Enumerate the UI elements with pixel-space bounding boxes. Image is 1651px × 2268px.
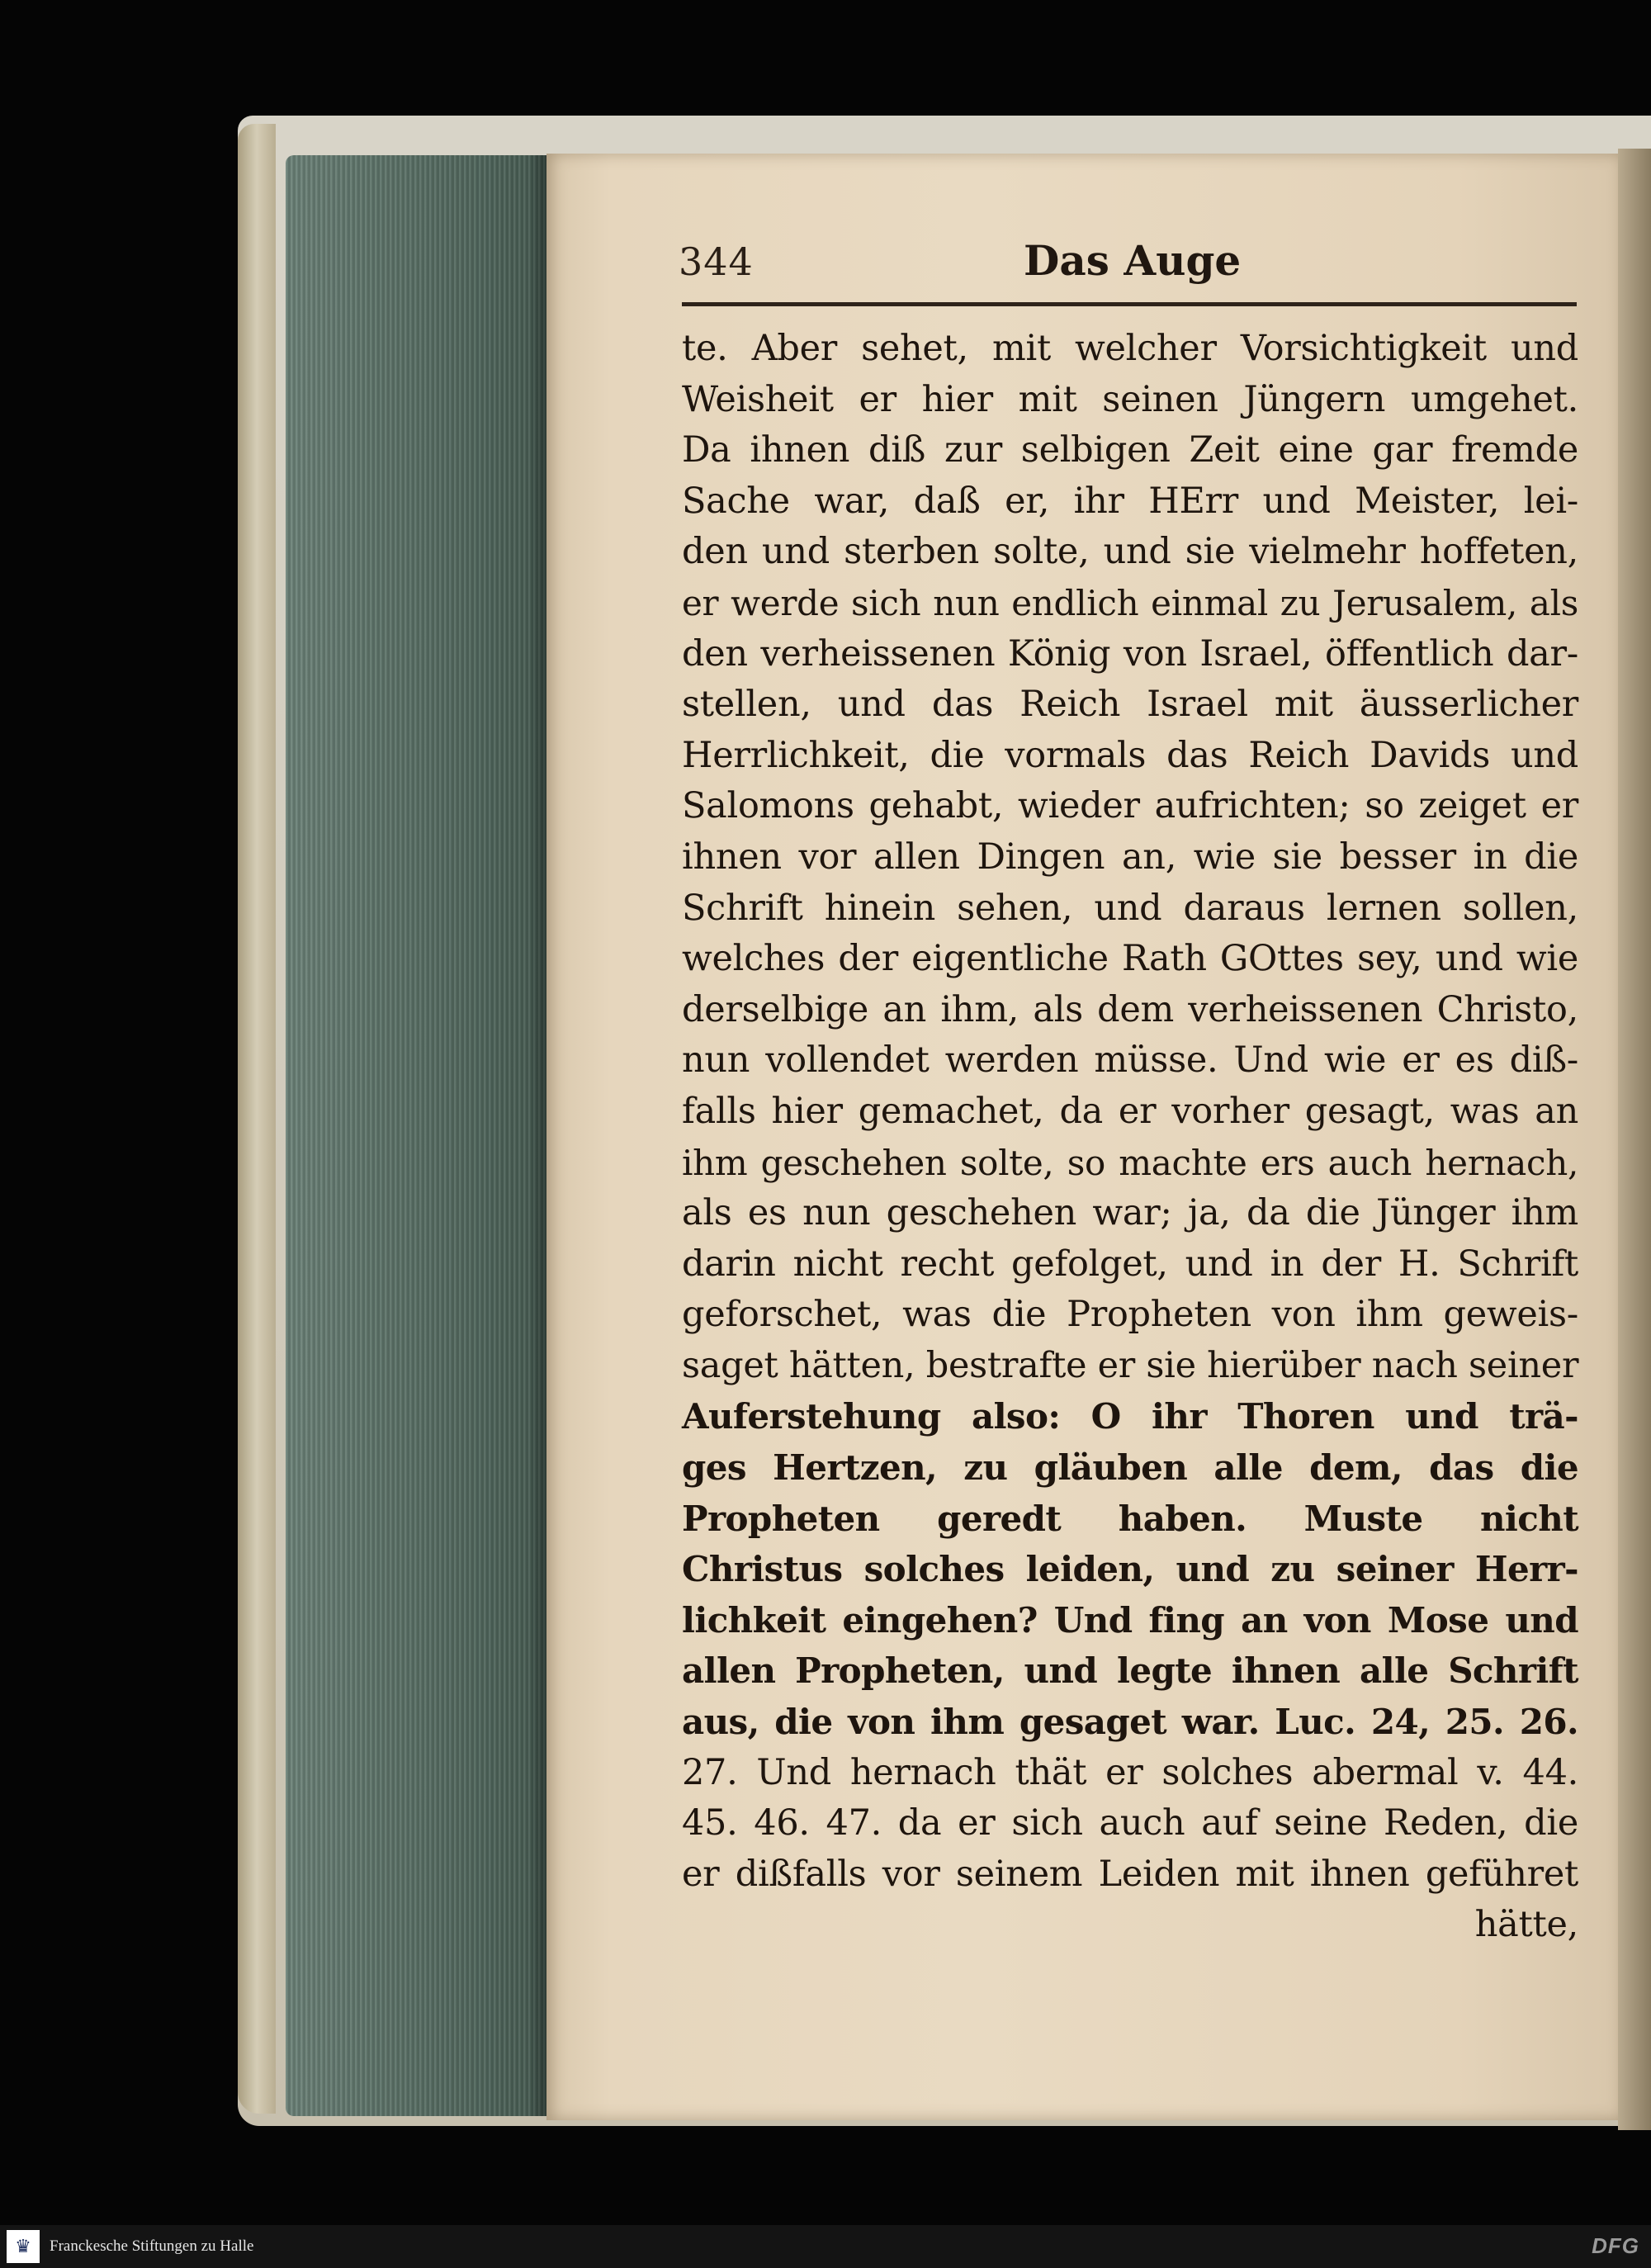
dfg-logo: DFG — [1592, 2233, 1639, 2258]
text-line: falls hier gemachet, da er vorher gesagt, was an — [682, 1090, 1578, 1132]
facing-page-edge — [1618, 149, 1651, 2130]
quotation-line: allen Propheten, und legte ihnen alle Schrift — [682, 1650, 1578, 1692]
text-line: Sache war, daß er, ihr HErr und Meister, lei- — [682, 480, 1578, 522]
page-number: 344 — [679, 239, 754, 284]
text-line: nun vollendet werden müsse. Und wie er es diß- — [682, 1039, 1578, 1082]
text-line: te. Aber sehet, mit welcher Vorsichtigkeit und — [682, 328, 1578, 369]
text-line: stellen, und das Reich Israel mit äusserlicher — [682, 684, 1578, 726]
text-line: den verheissenen König von Israel, öffentlich dar- — [682, 632, 1578, 675]
running-head: Das Auge — [1024, 236, 1242, 285]
text-line: 45. 46. 47. da er sich auch auf seine Reden, die — [682, 1802, 1578, 1844]
quotation-line: Propheten geredt haben. Muste nicht — [682, 1498, 1578, 1539]
institution-logo-icon: ♛ — [7, 2230, 40, 2263]
text-line: ihnen vor allen Dingen an, wie sie besser in die — [682, 836, 1578, 878]
header-rule — [682, 302, 1577, 306]
quotation-line: Christus solches leiden, und zu seiner Herr- — [682, 1549, 1578, 1590]
text-line: derselbige an ihm, als dem verheissenen Christo, — [682, 988, 1578, 1030]
text-line: geforschet, was die Propheten von ihm geweis- — [682, 1294, 1578, 1336]
text-line: er dißfalls vor seinem Leiden mit ihnen geführet — [682, 1853, 1578, 1895]
book-spine — [238, 124, 276, 2114]
institution-name: Franckesche Stiftungen zu Halle — [50, 2237, 254, 2255]
text-line: den und sterben solte, und sie vielmehr hoffeten, — [682, 531, 1578, 573]
quotation-line: ges Hertzen, zu gläuben alle dem, das die — [682, 1447, 1578, 1489]
catchword: hätte, — [1474, 1904, 1578, 1946]
body-text — [682, 324, 1578, 1951]
text-line: Schrift hinein sehen, und daraus lernen sollen, — [682, 887, 1578, 929]
text-line: saget hätten, bestrafte er sie hierüber nach seiner — [682, 1344, 1579, 1386]
text-line: Weisheit er hier mit seinen Jüngern umgehet. — [682, 378, 1578, 420]
text-line: ihm geschehen solte, so machte ers auch hernach, — [682, 1142, 1578, 1183]
quotation-line: aus, die von ihm gesaget war. Luc. 24, 25. 26. — [682, 1702, 1578, 1743]
text-line: Herrlichkeit, die vormals das Reich Davids und — [682, 734, 1578, 776]
text-line: Da ihnen diß zur selbigen Zeit eine gar fremde — [682, 429, 1578, 471]
text-line: als es nun geschehen war; ja, da die Jünger ihm — [682, 1192, 1578, 1234]
quotation-line: lichkeit eingehen? Und fing an von Mose und — [682, 1599, 1578, 1641]
text-line: Salomons gehabt, wieder aufrichten; so zeiget er — [682, 785, 1578, 827]
text-line: darin nicht recht gefolget, und in der H. Schrift — [682, 1243, 1578, 1285]
page-fore-edge — [286, 155, 548, 2116]
viewer-footer — [0, 2225, 1651, 2268]
quotation-line: Auferstehung also: O ihr Thoren und trä- — [682, 1396, 1578, 1437]
text-line: 27. Und hernach thät er solches abermal v. 44. — [682, 1751, 1578, 1793]
text-line: welches der eigentliche Rath GOttes sey, und wie — [682, 938, 1578, 980]
text-line: er werde sich nun endlich einmal zu Jerusalem, als — [682, 582, 1578, 623]
